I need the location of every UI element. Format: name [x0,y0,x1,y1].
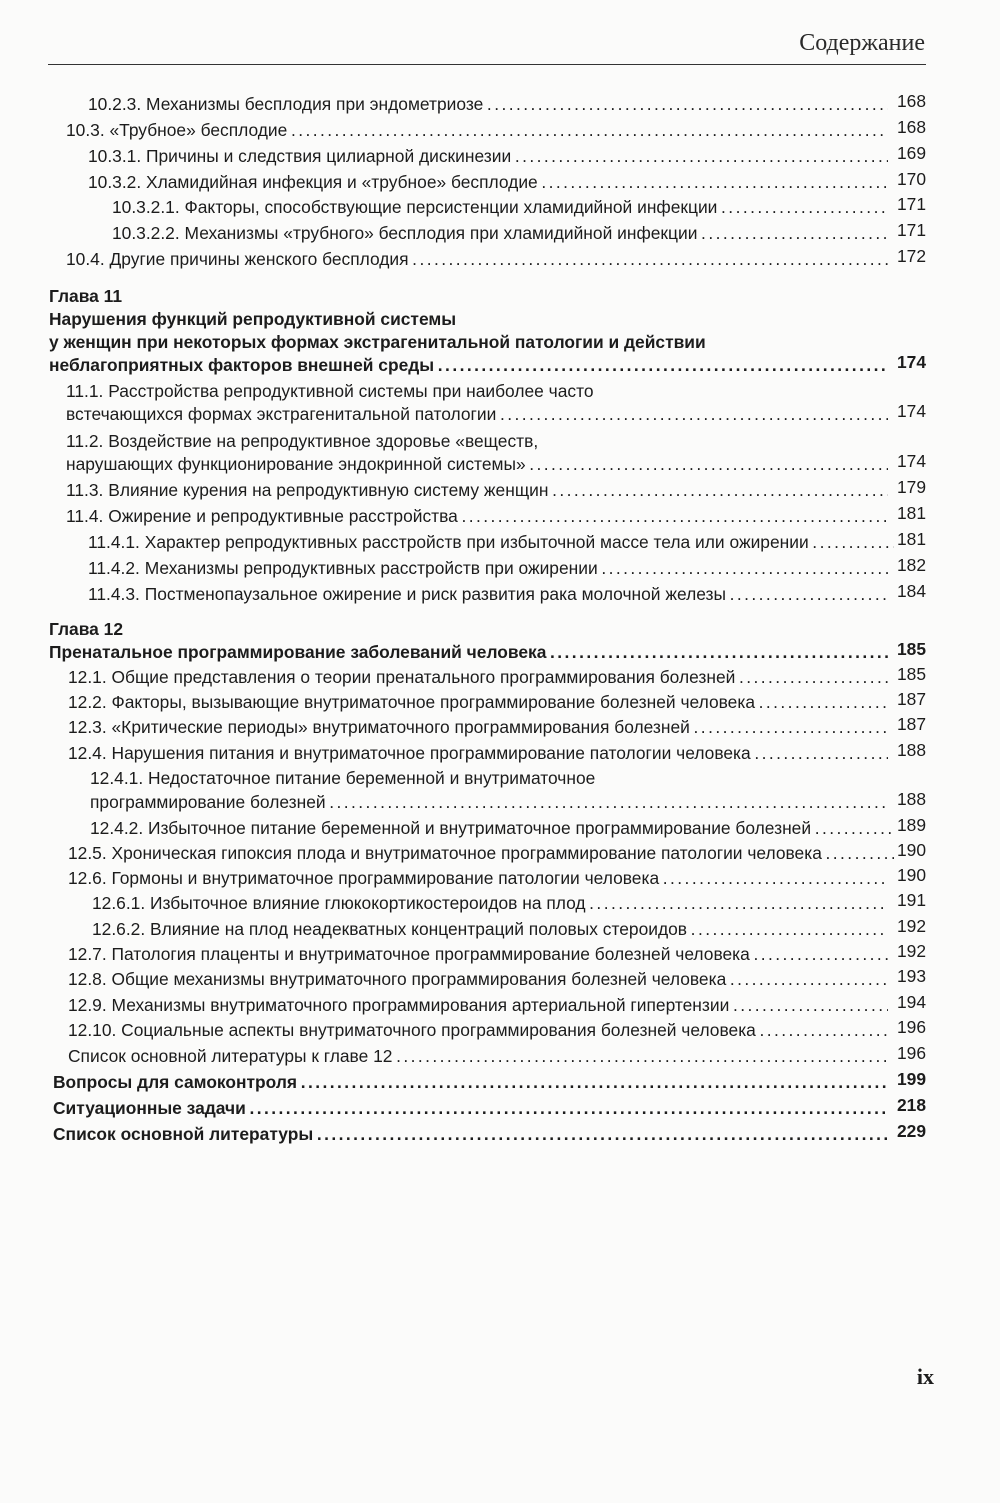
toc-page-10-3-2: 170 [896,169,926,189]
toc-entry-12-3[interactable]: 12.3. «Критические периоды» внутриматочного программирования болезней . . . [68,716,888,738]
toc-page-10-3-2-2: 171 [896,220,926,240]
toc-page-11-4-2: 182 [896,555,926,575]
toc-page-10-2-3: 168 [896,91,926,111]
toc-entry-10-4[interactable]: 10.4. Другие причины женского бесплодия . . . [66,248,888,270]
toc-page-12-1: 185 [896,664,926,684]
toc-entry-12-6-1[interactable]: 12.6.1. Избыточное влияние глюкокортикостероидов на плод . . . [92,892,888,914]
toc-entry-ch12-references[interactable]: Список основной литературы к главе 12 . . . [68,1045,888,1067]
toc-entry-10-3[interactable]: 10.3. «Трубное» бесплодие . . . [66,119,888,141]
toc-page-10-3-2-1: 171 [896,194,926,214]
chapter-11-title-line-3[interactable]: неблагоприятных факторов внешней среды . . . [49,354,889,376]
toc-page-case-problems: 218 [896,1095,926,1115]
toc-entry-12-2[interactable]: 12.2. Факторы, вызывающие внутриматочное программирование болезней человека . . . [68,691,888,713]
toc-entry-12-4-1-line-1[interactable]: 12.4.1. Недостаточное питание беременной и внутриматочное [90,768,596,788]
toc-page-ch12-references: 196 [896,1043,926,1063]
toc-entry-12-5[interactable]: 12.5. Хроническая гипоксия плода и внутриматочное программирование патологии человека . . . [68,842,894,864]
toc-page-main-references: 229 [896,1121,926,1141]
toc-entry-12-7[interactable]: 12.7. Патология плаценты и внутриматочное программирование болезней человека . . . [68,943,888,965]
toc-page-self-check-questions: 199 [896,1069,926,1089]
toc-entry-12-8[interactable]: 12.8. Общие механизмы внутриматочного программирования болезней человека . . . [68,968,888,990]
toc-page-12-7: 192 [896,941,926,961]
toc-page-11-4: 181 [896,503,926,523]
header-rule [48,64,926,65]
toc-page-10-3-1: 169 [896,143,926,163]
toc-page-12-10: 196 [896,1017,926,1037]
toc-page-11-2: 174 [896,451,926,471]
chapter-12-label: Глава 12 [49,619,124,639]
toc-entry-main-references[interactable]: Список основной литературы . . . [53,1123,889,1145]
toc-entry-self-check-questions[interactable]: Вопросы для самоконтроля . . . [53,1071,889,1093]
toc-entry-11-4-1[interactable]: 11.4.1. Характер репродуктивных расстройств при избыточной массе тела или ожирении . . . [88,531,894,553]
toc-entry-10-3-2[interactable]: 10.3.2. Хламидийная инфекция и «трубное» бесплодие . . . [88,171,888,193]
toc-entry-11-4-2[interactable]: 11.4.2. Механизмы репродуктивных расстройств при ожирении . . . [88,557,888,579]
toc-page-12-2: 187 [896,689,926,709]
running-head: Содержание [799,30,925,56]
chapter-12-page: 185 [896,639,926,659]
toc-page-12-6-2: 192 [896,916,926,936]
toc-page-12-4: 188 [896,740,926,760]
toc-entry-11-4-3[interactable]: 11.4.3. Постменопаузальное ожирение и риск развития рака молочной железы . . . [88,583,888,605]
chapter-11-title-line-1[interactable]: Нарушения функций репродуктивной системы [49,309,457,329]
toc-entry-10-3-2-2[interactable]: 10.3.2.2. Механизмы «трубного» бесплодия при хламидийной инфекции . . . [112,222,888,244]
toc-entry-12-6[interactable]: 12.6. Гормоны и внутриматочное программирование патологии человека . . . [68,867,888,889]
toc-entry-11-4[interactable]: 11.4. Ожирение и репродуктивные расстройства . . . [66,505,888,527]
toc-page-10-3: 168 [896,117,926,137]
chapter-12-title[interactable]: Пренатальное программирование заболеваний человека . . . [49,641,889,663]
toc-entry-11-2-line-1[interactable]: 11.2. Воздействие на репродуктивное здоровье «веществ, [66,431,539,451]
toc-entry-12-1[interactable]: 12.1. Общие представления о теории пренатального программирования болезней . . . [68,666,888,688]
toc-entry-12-10[interactable]: 12.10. Социальные аспекты внутриматочного программирования болезней человека . . . [68,1019,888,1041]
toc-page-12-6: 190 [896,865,926,885]
toc-page-12-8: 193 [896,966,926,986]
toc-entry-12-4-2[interactable]: 12.4.2. Избыточное питание беременной и внутриматочное программирование болезней . . . [90,817,894,839]
toc-page-11-4-1: 181 [896,529,926,549]
toc-entry-11-1-line-1[interactable]: 11.1. Расстройства репродуктивной системы при наиболее часто [66,381,594,401]
toc-entry-11-1-line-2[interactable]: встечающихся формах экстрагенитальной патологии . . . [66,403,888,425]
chapter-11-title-line-2[interactable]: у женщин при некоторых формах экстрагенитальной патологии и действии [49,332,706,352]
chapter-11-page: 174 [896,352,926,372]
toc-page-11-1: 174 [896,401,926,421]
toc-entry-10-2-3[interactable]: 10.2.3. Механизмы бесплодия при эндометриозе . . . [88,93,888,115]
page-number: ix [916,1364,934,1389]
toc-page-12-3: 187 [896,714,926,734]
toc-page-12-6-1: 191 [896,890,926,910]
toc-entry-10-3-1[interactable]: 10.3.1. Причины и следствия цилиарной дискинезии . . . [88,145,888,167]
toc-entry-11-3[interactable]: 11.3. Влияние курения на репродуктивную систему женщин . . . [66,479,888,501]
toc-entry-10-3-2-1[interactable]: 10.3.2.1. Факторы, способствующие персистенции хламидийной инфекции . . . [112,196,888,218]
toc-entry-case-problems[interactable]: Ситуационные задачи . . . [53,1097,889,1119]
toc-entry-12-9[interactable]: 12.9. Механизмы внутриматочного программирования артериальной гипертензии . . . [68,994,888,1016]
toc-page-10-4: 172 [896,246,926,266]
toc-entry-12-4[interactable]: 12.4. Нарушения питания и внутриматочное программирование патологии человека . . . [68,742,888,764]
chapter-11-label: Глава 11 [49,286,123,306]
toc-entry-11-2-line-2[interactable]: нарушающих функционирование эндокринной системы» . . . [66,453,888,475]
toc-page-12-5: 190 [896,840,926,860]
toc-page-11-4-3: 184 [896,581,926,601]
toc-page-12-9: 194 [896,992,926,1012]
toc-page-12-4-1: 188 [896,789,926,809]
toc-page-11-3: 179 [896,477,926,497]
toc-entry-12-4-1-line-2[interactable]: программирование болезней . . . [90,791,888,813]
toc-page-12-4-2: 189 [896,815,926,835]
toc-entry-12-6-2[interactable]: 12.6.2. Влияние на плод неадекватных концентраций половых стероидов . . . [92,918,888,940]
